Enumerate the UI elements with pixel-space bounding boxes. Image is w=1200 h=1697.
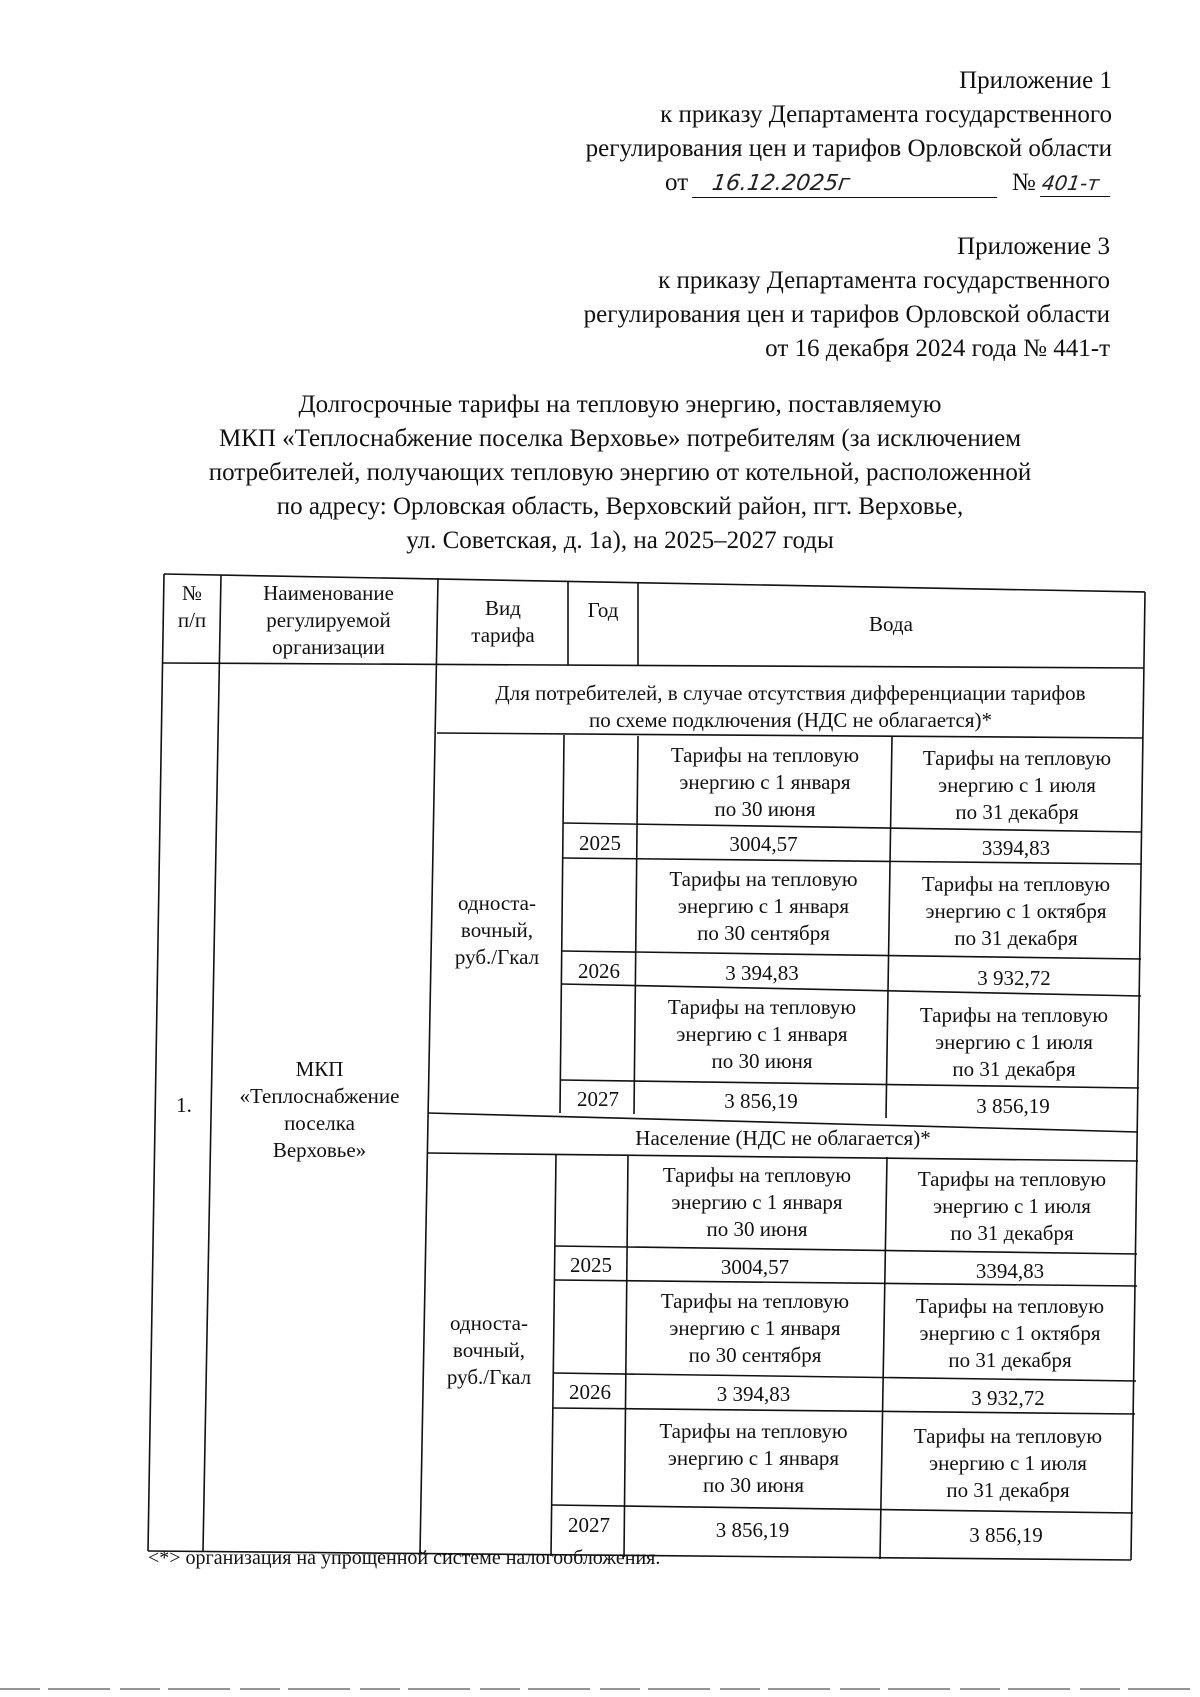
header-year: Год (587, 597, 619, 622)
appendix-1-title: Приложение 1 (959, 67, 1112, 94)
s2-2025-value-2: 3394,83 (975, 1258, 1045, 1283)
section-2-tariff-type: односта- вочный, руб./Гкал (446, 1310, 532, 1389)
title-line-5: ул. Советская, д. 1а), на 2025–2027 годы (406, 527, 834, 554)
title-line-1: Долгосрочные тарифы на тепловую энергию, поставляемую (298, 391, 942, 418)
s2-year-2027: 2027 (568, 1512, 610, 1537)
row-number: 1. (176, 1092, 192, 1117)
scan-edge-divider (0, 1688, 1200, 1690)
appendix-3-line-3: от 16 декабря 2024 года № 441-т (765, 335, 1110, 362)
s1-2026-header-1: Тарифы на тепловую энергию с 1 января по 30 сентября (669, 866, 858, 945)
s1-2026-header-2: Тарифы на тепловую энергию с 1 октября по 31 декабря (921, 871, 1111, 950)
s1-year-2027: 2027 (577, 1086, 619, 1111)
s1-2025-header-2: Тарифы на тепловую энергию с 1 июля по 31 декабря (922, 745, 1112, 824)
s2-2025-value-1: 3004,57 (720, 1254, 790, 1279)
number-prefix: № (1011, 169, 1036, 196)
appendix-1-line-2: регулирования цен и тарифов Орловской области (585, 135, 1112, 162)
s1-year-2026: 2026 (578, 958, 620, 983)
s1-2027-value-2: 3 856,19 (976, 1093, 1050, 1118)
appendix-1-date-line (586, 166, 1112, 200)
s2-2027-value-2: 3 856,19 (969, 1522, 1043, 1547)
section-1-tariff-type: односта- вочный, руб./Гкал (454, 890, 540, 969)
s1-2026-value-1: 3 394,83 (725, 960, 799, 985)
s1-2027-value-1: 3 856,19 (724, 1088, 798, 1113)
s2-2025-header-1: Тарифы на тепловую энергию с 1 января по 30 июня (662, 1162, 852, 1241)
header-num: № п/п (177, 581, 207, 632)
s1-year-2025: 2025 (579, 830, 621, 855)
header-org: Наименование регулируемой организации (263, 580, 394, 659)
s2-2027-value-1: 3 856,19 (715, 1517, 790, 1542)
section-2-label: Население (НДС не облагается)* (635, 1125, 931, 1150)
s1-2025-header-1: Тарифы на тепловую энергию с 1 января по 30 июня (670, 742, 860, 821)
appendix-3-header (584, 230, 1110, 366)
title-line-3: потребителей, получающих тепловую энергию от котельной, расположенной (208, 459, 1032, 486)
s1-2027-header-2: Тарифы на тепловую энергию с 1 июля по 31 декабря (919, 1002, 1109, 1081)
s2-2025-header-2: Тарифы на тепловую энергию с 1 июля по 31 декабря (917, 1166, 1107, 1245)
appendix-3-line-2: регулирования цен и тарифов Орловской области (583, 301, 1110, 328)
s1-2025-value-1: 3004,57 (729, 831, 798, 856)
s2-2026-header-2: Тарифы на тепловую энергию с 1 октября по 31 декабря (915, 1293, 1105, 1372)
s2-2026-value-2: 3 932,72 (971, 1385, 1045, 1410)
s2-year-2025: 2025 (570, 1252, 612, 1277)
footnote: <*> организация на упрощенной системе налогообложения. (148, 1547, 661, 1569)
appendix-3-line-1: к приказу Департамента государственного (658, 267, 1110, 294)
handwritten-date: 16.12.2025г (692, 171, 1001, 198)
organization-name: МКП «Теплоснабжение поселка Верховье» (239, 1057, 400, 1162)
s1-2027-header-1: Тарифы на тепловую энергию с 1 января по 30 июня (667, 994, 857, 1073)
date-prefix: от (665, 169, 689, 196)
appendix-1-header (586, 64, 1112, 200)
s2-year-2026: 2026 (569, 1379, 611, 1404)
s1-2026-value-2: 3 932,72 (977, 965, 1051, 990)
appendix-1-line-1: к приказу Департамента государственного (660, 101, 1112, 128)
appendix-3-title: Приложение 3 (957, 233, 1110, 260)
handwritten-number: 401-т (1040, 170, 1114, 197)
s2-2027-header-1: Тарифы на тепловую энергию с 1 января по 30 июня (659, 1418, 848, 1497)
header-water: Вода (869, 611, 913, 636)
s2-2026-value-1: 3 394,83 (716, 1381, 791, 1406)
s1-2025-value-2: 3394,83 (981, 835, 1051, 860)
s2-2027-header-2: Тарифы на тепловую энергию с 1 июля по 31 декабря (913, 1423, 1103, 1502)
header-tariff-type: Вид тарифа (471, 596, 535, 647)
document-title (150, 388, 1090, 558)
section-1-label: Для потребителей, в случае отсутствия дифференциации тарифов по схеме подключения (НДС не облагается)* (495, 681, 1086, 732)
s2-2026-header-1: Тарифы на тепловую энергию с 1 января по 30 сентября (660, 1288, 850, 1367)
title-line-4: по адресу: Орловская область, Верховский район, пгт. Верховье, (276, 493, 964, 520)
title-line-2: МКП «Теплоснабжение поселка Верховье» потребителям (за исключением (218, 425, 1022, 452)
